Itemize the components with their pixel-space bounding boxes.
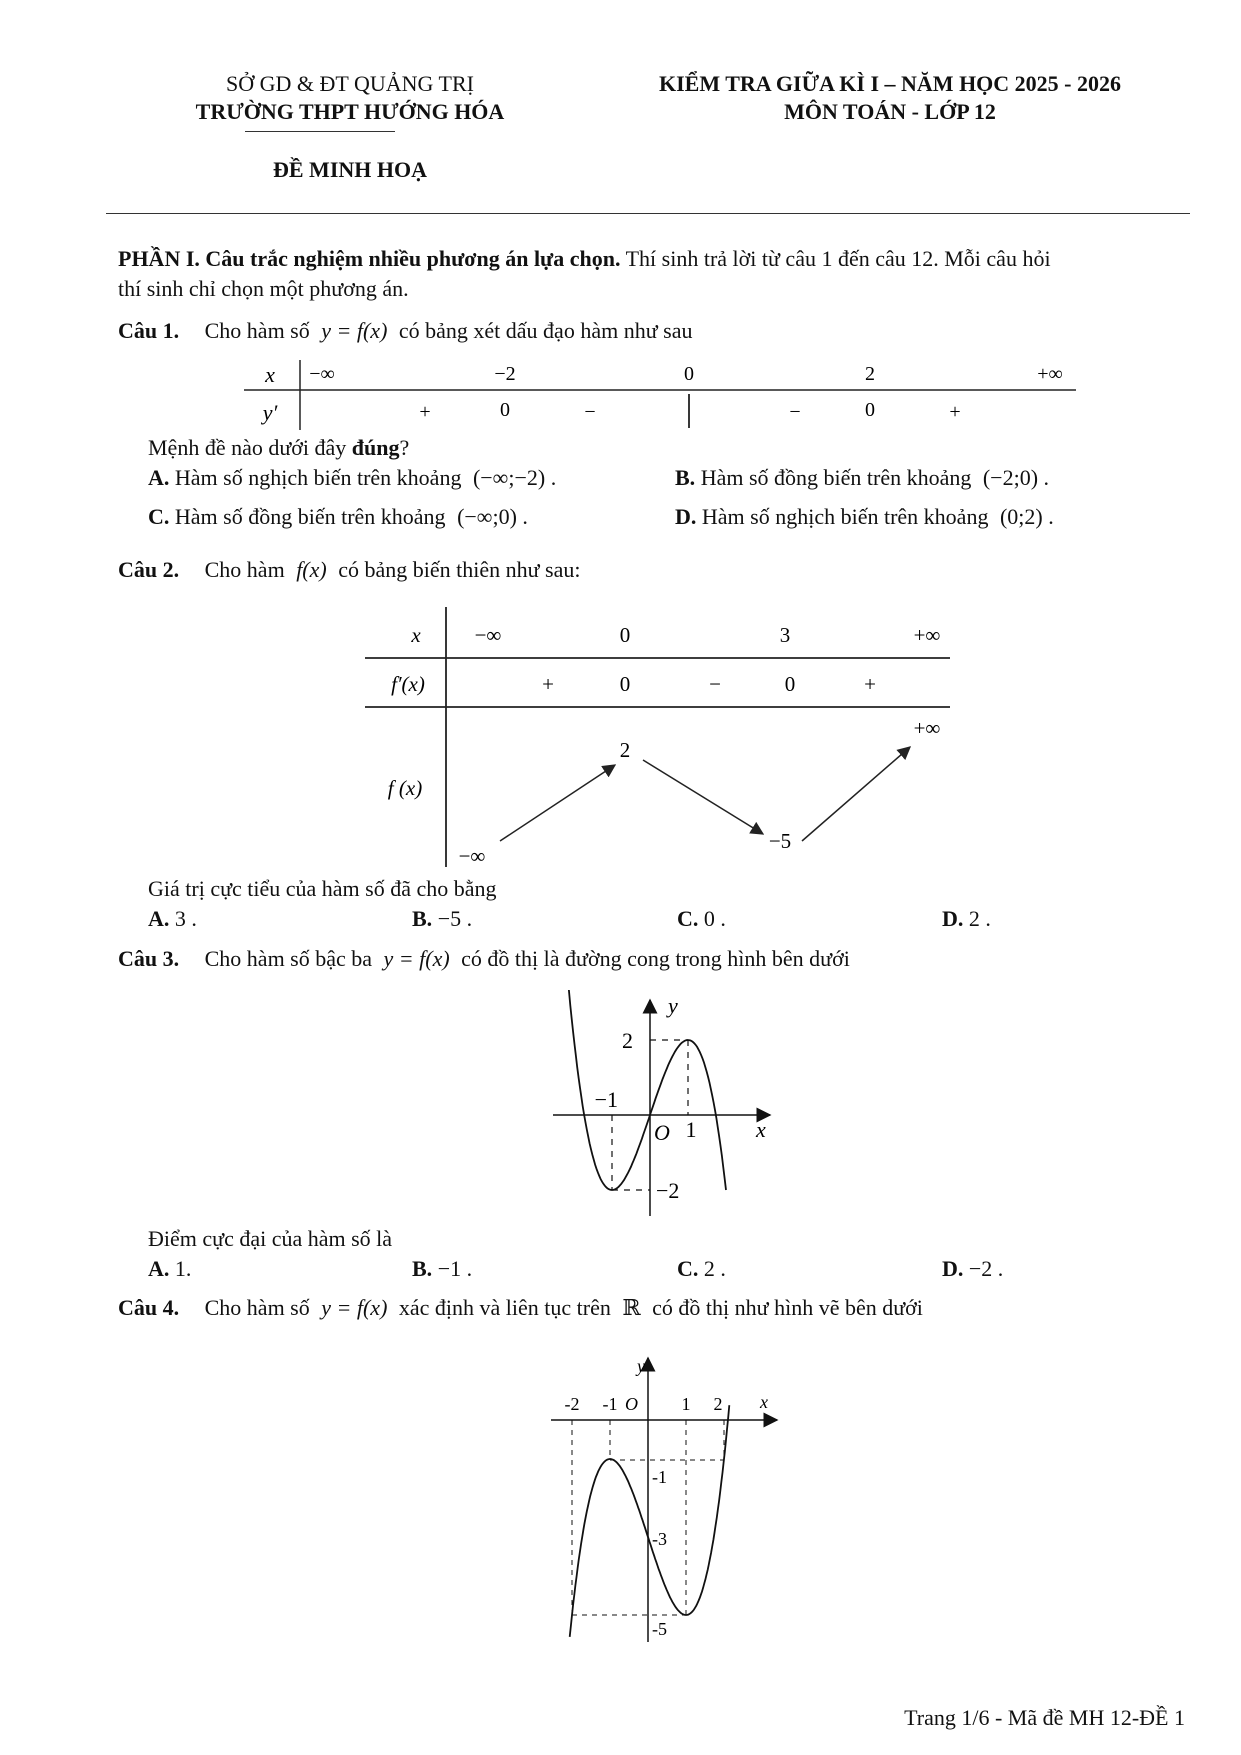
- q2-text-b: có bảng biến thiên như sau:: [338, 557, 581, 582]
- q2-option-a-label: A.: [148, 906, 170, 931]
- q3-func: y = f(x): [383, 946, 450, 971]
- header-right: [600, 70, 1180, 126]
- q4-tick-xm2: -2: [564, 1394, 580, 1414]
- q3-option-a[interactable]: [148, 1256, 191, 1282]
- q1-option-a-math: (−∞;−2) .: [472, 465, 557, 490]
- q3-text-a: Cho hàm số bậc ba: [204, 946, 373, 971]
- q2-option-b-text: −5 .: [437, 906, 473, 931]
- q1-option-c-label: C.: [148, 504, 170, 529]
- q2-arrow-increase-2: [802, 747, 910, 841]
- q1-row-y-label: y′: [262, 400, 278, 425]
- q2-x-value: +∞: [913, 623, 941, 647]
- q3-graph: [548, 990, 783, 1220]
- q1-label: Câu 1.: [118, 318, 180, 343]
- q2-option-d-label: D.: [942, 906, 964, 931]
- q3-curve: [561, 990, 726, 1190]
- q1-text-a: Cho hàm số: [204, 318, 310, 343]
- q1-sign-table: [240, 358, 1080, 433]
- q1-option-b-text: Hàm số đồng biến trên khoảng: [700, 465, 972, 490]
- header-left-underline: [245, 131, 395, 132]
- q3-option-d-label: D.: [942, 1256, 964, 1281]
- q1-sign: −: [584, 401, 596, 423]
- part1-title: PHẦN I. Câu trắc nghiệm nhiều phương án lựa chọn.: [118, 246, 621, 271]
- q1-row-x-label: x: [265, 362, 275, 387]
- q1-x-value: −2: [494, 363, 516, 385]
- department-name: SỞ GD & ĐT QUẢNG TRỊ: [226, 71, 474, 96]
- q4-graph: [545, 1350, 790, 1650]
- q1-option-d-text: Hàm số nghịch biến trên khoảng: [701, 504, 989, 529]
- q3-tick-m2: −2: [656, 1178, 680, 1203]
- exam-subject: MÔN TOÁN - LỚP 12: [784, 99, 996, 124]
- q1-x-value: 2: [865, 363, 875, 385]
- q2-option-c-text: 0 .: [703, 906, 726, 931]
- q1-stem: [118, 318, 692, 344]
- q3-option-b-text: −1 .: [437, 1256, 473, 1281]
- q2-prompt: Giá trị cực tiểu của hàm số đã cho bằng: [148, 876, 497, 901]
- q1-option-d-label: D.: [675, 504, 697, 529]
- q2-func: f(x): [296, 557, 327, 582]
- q4-stem: [118, 1295, 923, 1321]
- q3-option-c[interactable]: [677, 1256, 726, 1282]
- exam-title: KIỂM TRA GIỮA KÌ I – NĂM HỌC 2025 - 2026: [658, 71, 1122, 96]
- q2-option-c[interactable]: [677, 906, 726, 932]
- q2-f-value: 2: [619, 738, 631, 762]
- q4-func: y = f(x): [321, 1295, 388, 1320]
- q1-option-a[interactable]: [148, 465, 556, 491]
- q3-tick-1: 1: [685, 1117, 697, 1142]
- q1-text-b: có bảng xét dấu đạo hàm như sau: [398, 318, 693, 343]
- part1-intro-line1: Thí sinh trả lời từ câu 1 đến câu 12. Mỗi câu hỏi: [620, 246, 1051, 271]
- q1-option-c-text: Hàm số đồng biến trên khoảng: [174, 504, 446, 529]
- q4-set-r: ℝ: [622, 1295, 641, 1320]
- q1-prompt-b: ?: [399, 435, 410, 460]
- q1-prompt: [148, 435, 409, 461]
- part1-intro-line2: thí sinh chỉ chọn một phương án.: [118, 276, 409, 301]
- q2-sign: +: [542, 672, 554, 696]
- header-separator: [106, 213, 1190, 214]
- q3-stem: [118, 946, 850, 972]
- school-name: TRƯỜNG THPT HƯỚNG HÓA: [195, 99, 505, 124]
- q1-option-a-label: A.: [148, 465, 170, 490]
- q3-option-a-label: A.: [148, 1256, 170, 1281]
- q3-prompt: Điểm cực đại của hàm số là: [148, 1226, 393, 1251]
- q4-text-b: xác định và liên tục trên: [398, 1295, 611, 1320]
- q2-sign: +: [864, 672, 876, 696]
- q3-option-d[interactable]: [942, 1256, 1003, 1282]
- q2-option-a[interactable]: [148, 906, 197, 932]
- header-left: [150, 70, 550, 126]
- q1-option-b-label: B.: [675, 465, 696, 490]
- q4-tick-ym1: -1: [652, 1467, 667, 1487]
- q1-option-c[interactable]: [148, 504, 528, 530]
- q4-text-a: Cho hàm số: [204, 1295, 310, 1320]
- q3-y-label: y: [668, 993, 678, 1018]
- q2-arrow-decrease: [643, 760, 763, 834]
- q1-x-value: 0: [684, 363, 694, 385]
- q4-tick-ym3: -3: [652, 1529, 667, 1549]
- q2-text-a: Cho hàm: [204, 557, 285, 582]
- q2-option-b[interactable]: [412, 906, 472, 932]
- exam-type: ĐỀ MINH HOẠ: [273, 157, 427, 182]
- q2-f-label: f (x): [387, 776, 423, 800]
- q1-option-b-math: (−2;0) .: [982, 465, 1050, 490]
- q3-origin-label: O: [654, 1120, 670, 1145]
- q3-text-b: có đồ thị là đường cong trong hình bên dưới: [461, 946, 850, 971]
- q3-option-a-text: 1.: [174, 1256, 192, 1281]
- q1-prompt-bold: đúng: [351, 435, 400, 460]
- q2-sign: 0: [784, 672, 796, 696]
- q2-option-d[interactable]: [942, 906, 991, 932]
- q2-x-value: 0: [619, 623, 631, 647]
- q4-tick-ym5: -5: [652, 1619, 667, 1639]
- q4-tick-x1: 1: [681, 1394, 691, 1414]
- q1-option-c-math: (−∞;0) .: [457, 504, 528, 529]
- q1-sign: +: [949, 401, 961, 423]
- q1-sign: +: [419, 401, 431, 423]
- q4-x-label: x: [760, 1392, 768, 1412]
- q3-option-b[interactable]: [412, 1256, 472, 1282]
- q1-sign: −: [789, 401, 801, 423]
- q4-tick-x2: 2: [713, 1394, 723, 1414]
- q4-y-label: y: [637, 1356, 645, 1376]
- q4-curve: [570, 1405, 730, 1637]
- q3-option-c-text: 2 .: [703, 1256, 726, 1281]
- q2-sign: −: [709, 672, 721, 696]
- q3-option-c-label: C.: [677, 1256, 699, 1281]
- q3-option-b-label: B.: [412, 1256, 433, 1281]
- q2-option-c-label: C.: [677, 906, 699, 931]
- q3-option-d-text: −2 .: [968, 1256, 1004, 1281]
- q4-origin-label: O: [625, 1394, 638, 1414]
- q2-fp-label: f′(x): [391, 672, 425, 696]
- q1-option-b[interactable]: [675, 465, 1049, 491]
- q3-tick-m1: −1: [594, 1087, 618, 1112]
- q1-option-a-text: Hàm số nghịch biến trên khoảng: [174, 465, 462, 490]
- q4-label: Câu 4.: [118, 1295, 180, 1320]
- q1-sign: 0: [865, 399, 875, 421]
- q2-sign: 0: [619, 672, 631, 696]
- q1-x-value: +∞: [1037, 363, 1063, 385]
- q2-f-value: +∞: [913, 716, 941, 740]
- q3-label: Câu 3.: [118, 946, 180, 971]
- q1-x-value: −∞: [309, 363, 335, 385]
- q1-option-d-math: (0;2) .: [999, 504, 1054, 529]
- q4-tick-xm1: -1: [602, 1394, 618, 1414]
- q2-option-d-text: 2 .: [968, 906, 991, 931]
- q2-option-a-text: 3 .: [174, 906, 197, 931]
- q2-label: Câu 2.: [118, 557, 180, 582]
- q4-text-c: có đồ thị như hình vẽ bên dưới: [652, 1295, 923, 1320]
- q3-tick-2: 2: [622, 1028, 633, 1053]
- page-footer: Trang 1/6 - Mã đề MH 12-ĐỀ 1: [904, 1705, 1185, 1730]
- q2-x-value: 3: [779, 623, 791, 647]
- q1-func: y = f(x): [321, 318, 388, 343]
- q2-arrow-increase-1: [500, 765, 615, 841]
- q2-x-value: −∞: [474, 623, 502, 647]
- q2-f-value: −5: [768, 829, 792, 853]
- q1-prompt-a: Mệnh đề nào dưới đây: [148, 435, 352, 460]
- q1-sign: 0: [500, 399, 510, 421]
- q3-x-label: x: [756, 1117, 766, 1142]
- part1-intro: [118, 244, 1188, 304]
- q2-variation-table: [360, 605, 960, 870]
- q2-stem: [118, 557, 580, 583]
- q2-f-value: −∞: [458, 844, 486, 868]
- q1-option-d[interactable]: [675, 504, 1054, 530]
- q2-option-b-label: B.: [412, 906, 433, 931]
- q2-x-label: x: [411, 623, 421, 647]
